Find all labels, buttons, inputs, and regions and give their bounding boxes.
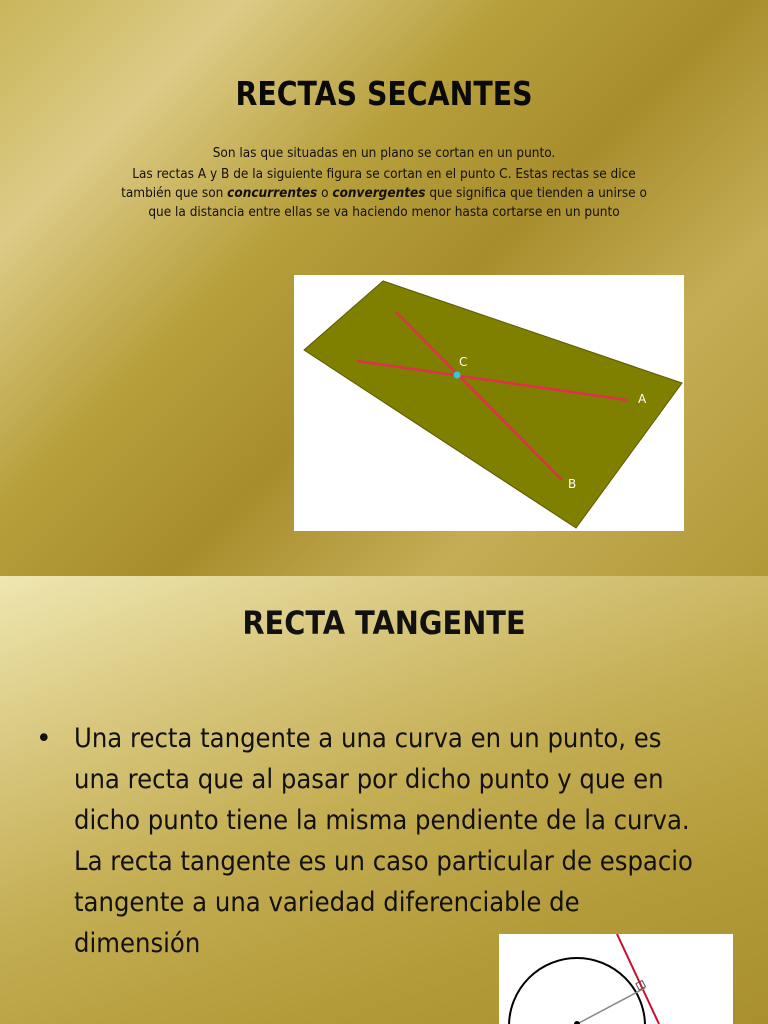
label-b: B xyxy=(568,477,577,491)
label-c: C xyxy=(459,355,468,369)
term-convergentes: convergentes xyxy=(332,186,426,201)
definition-text: Son las que situadas en un plano se cortan en un punto. xyxy=(212,146,556,161)
explanation-text: Las rectas A y B de la siguiente figura se cortan en el punto C. Estas rectas se dice también que son concurrentes o convergentes que significa que tienden a unirse o que la distancia entre ellas se va haciendo menor hasta cortarse en un punto xyxy=(121,167,647,220)
tangent-diagram xyxy=(499,934,733,1024)
bullet-text: Una recta tangente a una curva en un punto, es una recta que al pasar por dicho punto y que en dicho punto tiene la misma pendiente de la curva. La recta tangente es un caso particular de espacio tangente a una variedad diferenciable de dimensión xyxy=(74,723,693,959)
slide-title: RECTAS SECANTES xyxy=(235,74,533,113)
slide-recta-tangente xyxy=(0,576,768,1024)
slide-description xyxy=(117,144,651,224)
bullet-mark: • xyxy=(36,723,52,754)
plane xyxy=(304,281,682,528)
term-concurrentes: concurrentes xyxy=(227,186,318,201)
tangent-line-figure xyxy=(499,934,733,1024)
circle-curve xyxy=(509,958,645,1024)
label-a: A xyxy=(638,392,647,406)
radius-line xyxy=(577,988,645,1024)
tangent-line xyxy=(617,934,659,1024)
secant-lines-diagram xyxy=(294,275,684,531)
slide-title: RECTA TANGENTE xyxy=(242,604,526,642)
secant-lines-figure xyxy=(294,275,684,531)
point-c xyxy=(454,372,461,379)
